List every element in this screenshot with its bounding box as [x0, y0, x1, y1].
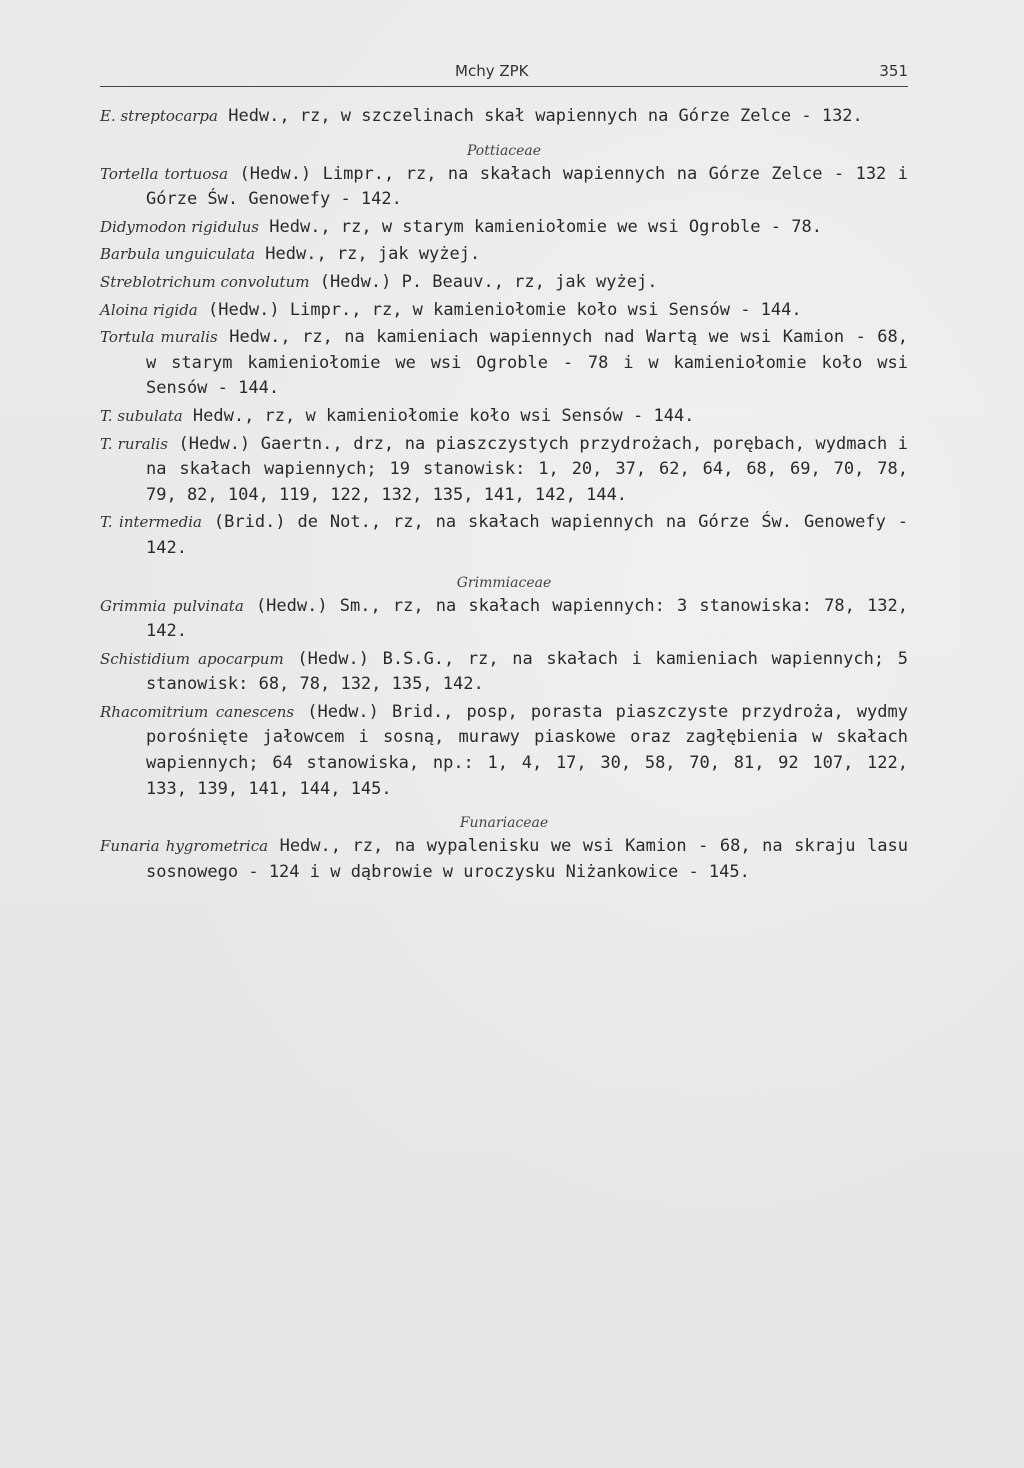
species-description: Hedw., rz, jak wyżej. — [255, 244, 481, 265]
species-entry — [100, 298, 908, 324]
species-description: Hedw., rz, na kamieniach wapiennych nad Wartą we wsi Kamion - 68, w starym kamieniołomie we wsi Ogroble - 78 i w kamieniołomie koło wsi Sensów - 144. — [146, 327, 908, 399]
species-entry — [100, 510, 908, 561]
species-description: (Hedw.) Limpr., rz, na skałach wapiennych na Górze Zelce - 132 i Górze Św. Genowefy - 142. — [146, 163, 908, 210]
species-entry — [100, 270, 908, 296]
species-description: Hedw., rz, w kamieniołomie koło wsi Sensów - 144. — [182, 405, 695, 426]
species-name: Schistidium apocarpum — [100, 649, 284, 668]
species-entry — [100, 700, 908, 802]
species-description: Hedw., rz, w szczelinach skał wapiennych na Górze Zelce - 132. — [217, 106, 863, 126]
species-name: Didymodon rigidulus — [100, 217, 260, 236]
species-description: (Hedw.) Brid., posp, porasta piaszczyste przydroża, wydmy porośnięte jałowcem i sosną, murawy piaskowe oraz zagłębienia w skałach wapiennych; 64 stanowiska, np.: 1, 4, 17, 30, 58, 70, 81, 92 107, 122, 133, 139, 141, 144, 145. — [146, 701, 908, 799]
page-number: 351 — [879, 62, 908, 80]
species-entry — [100, 594, 908, 645]
species-entry — [100, 104, 908, 130]
species-name: Funaria hygrometrica — [100, 837, 269, 856]
species-name: T. subulata — [100, 406, 183, 425]
species-name: E. streptocarpa — [100, 107, 218, 125]
species-name: Tortula muralis — [100, 328, 218, 347]
species-name: T. ruralis — [100, 434, 168, 453]
species-entry — [100, 215, 908, 241]
species-name: Rhacomitrium canescens — [100, 702, 295, 721]
species-name: Aloina rigida — [100, 300, 198, 319]
family-heading: Pottiaceae — [466, 142, 542, 159]
family-heading: Funariaceae — [459, 815, 549, 832]
species-entry — [100, 325, 908, 402]
running-title: Mchy ZPK — [455, 62, 529, 80]
species-entry — [100, 404, 908, 430]
species-name: Tortella tortuosa — [100, 164, 229, 183]
page-body — [100, 104, 908, 887]
species-name: Grimmia pulvinata — [100, 596, 244, 615]
species-description: (Hedw.) P. Beauv., rz, jak wyżej. — [309, 271, 658, 292]
species-description: Hedw., rz, na wypalenisku we wsi Kamion - 68, na skraju lasu sosnowego - 124 i w dąbrowie w uroczysku Niżankowice - 145. — [146, 836, 909, 882]
species-entry — [100, 162, 908, 213]
species-description: (Hedw.) Sm., rz, na skałach wapiennych: 3 stanowiska: 78, 132, 142. — [146, 595, 909, 642]
species-description: (Brid.) de Not., rz, na skałach wapiennych na Górze Św. Genowefy - 142. — [146, 512, 908, 558]
species-description: (Hedw.) Limpr., rz, w kamieniołomie koło wsi Sensów - 144. — [197, 299, 802, 320]
species-entry — [100, 647, 908, 698]
species-entry — [100, 834, 908, 885]
species-entry — [100, 242, 908, 268]
species-name: T. intermedia — [100, 513, 202, 532]
species-entry — [100, 432, 908, 509]
family-heading: Grimmiaceae — [456, 574, 552, 591]
running-header — [100, 58, 908, 87]
species-name: Streblotrichum convolutum — [100, 272, 310, 291]
species-description: (Hedw.) Gaertn., drz, na piaszczystych przydrożach, porębach, wydmach i na skałach wapiennych; 19 stanowisk: 1, 20, 37, 62, 64, 68, 69, 70, 78, 79, 82, 104, 119, 122, 132, 135, 141, 142, 144. — [146, 433, 908, 505]
species-description: (Hedw.) B.S.G., rz, na skałach i kamieniach wapiennych; 5 stanowisk: 68, 78, 132, 135, 142. — [146, 648, 908, 695]
species-name: Barbula unguiculata — [100, 245, 256, 264]
species-description: Hedw., rz, w starym kamieniołomie we wsi Ogroble - 78. — [259, 216, 822, 237]
